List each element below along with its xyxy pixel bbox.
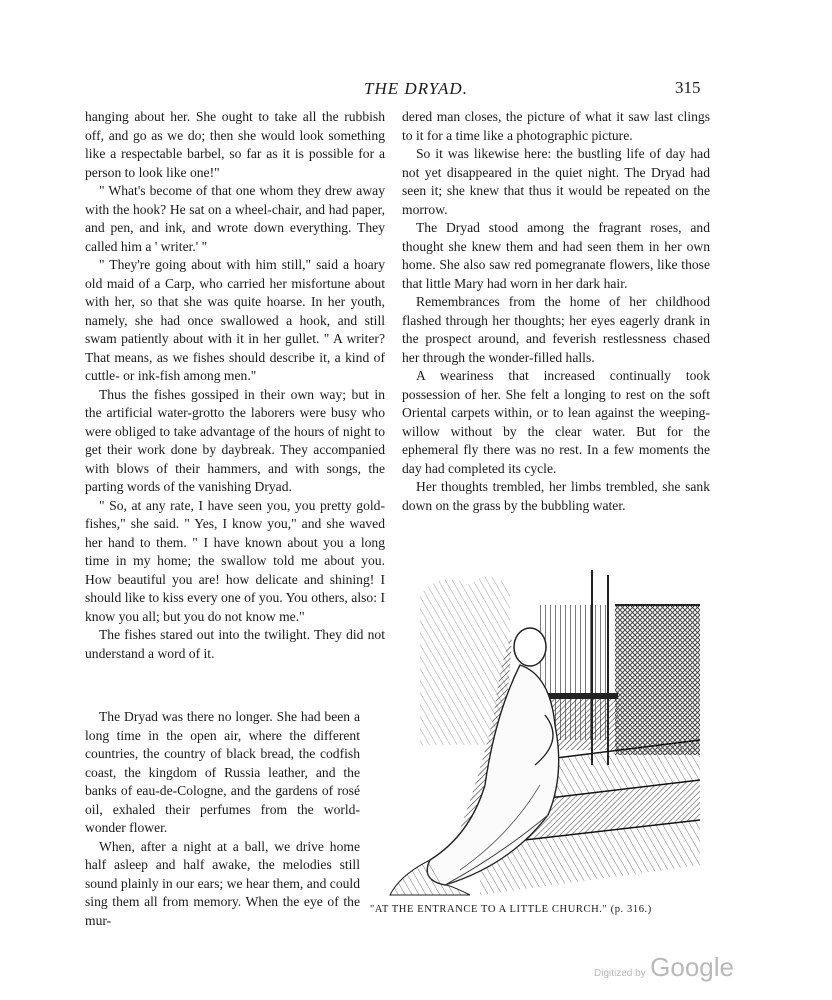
paragraph: A weariness that increased continually took possession of her. She felt a longing to rest on the soft Oriental carpets within, or to lean against the weeping-willow without by the clear water. But for the ephemeral fly there was no rest. In a few moments the day had completed its cycle. bbox=[402, 368, 710, 476]
engraving-illustration bbox=[360, 565, 710, 900]
figure-caption: "AT THE ENTRANCE TO A LITTLE CHURCH." (p. 316.) bbox=[370, 904, 652, 915]
paragraph: hanging about her. She ought to take all the rubbish off, and go as we do; then she would look something like a respectable barbel, so far as it is possible for a person to look like one!" bbox=[85, 109, 385, 180]
paragraph: When, after a night at a ball, we drive home half asleep and half awake, the melodies still sound plainly in our ears; we hear them, and could sing them all from memory. When the eye of the mur- bbox=[85, 838, 360, 928]
paragraph: So it was likewise here: the bustling life of day had not yet disappeared in the quiet night. The Dryad had seen it; she knew that thus it would be repeated on the morrow. bbox=[402, 146, 710, 217]
right-column bbox=[402, 108, 710, 515]
paragraph: Thus the fishes gossiped in their own way; but in the artificial water-grotto the laborers were busy who were obliged to take advantage of the hours of night to get their work done by daybreak. They accompanied with blows of their hammers, and with songs, the parting words of the vanishing Dryad. bbox=[85, 386, 385, 494]
digitized-watermark bbox=[594, 952, 734, 983]
running-title: THE DRYAD. bbox=[364, 79, 468, 98]
paragraph: " They're going about with him still," said a hoary old maid of a Carp, who carried her misfortune about with her, so that she was quite hoarse. In her youth, namely, she had once swallowed a hook, and still swam patiently about with it in her gullet. " A writer? That means, as we fishes should describe it, a kind of cuttle- or ink-fish among men." bbox=[85, 257, 385, 383]
left-column-lower bbox=[85, 708, 360, 930]
paragraph: " What's become of that one whom they drew away with the hook? He sat on a wheel-chair, and had paper, and pen, and ink, and wrote down everything. They called him a ' writer.' " bbox=[85, 183, 385, 254]
paragraph: Remembrances from the home of her childhood flashed through her thoughts; her eyes eagerly drank in the prospect around, and feverish restlessness chased her through the wonder-filled halls. bbox=[402, 294, 710, 365]
paragraph: The fishes stared out into the twilight. They did not understand a word of it. bbox=[85, 627, 385, 661]
paragraph: The Dryad stood among the fragrant roses, and thought she knew them and had seen them in her own home. She also saw red pomegranate flowers, like those that little Mary had worn in her dark hair. bbox=[402, 220, 710, 291]
paragraph: The Dryad was there no longer. She had been a long time in the open air, where the different countries, the country of black bread, the codfish coast, the kingdom of Russia leather, and the banks of eau-de-Cologne, and the gardens of rosé oil, exhaled their perfumes from the world-wonder flower. bbox=[85, 709, 360, 835]
watermark-prefix: Digitized by bbox=[594, 968, 646, 979]
paragraph: dered man closes, the picture of what it saw last clings to it for a time like a photographic picture. bbox=[402, 109, 710, 143]
google-logo: Google bbox=[650, 952, 734, 982]
paragraph: " So, at any rate, I have seen you, you pretty gold-fishes," she said. " Yes, I know you," and she waved her hand to them. " I have known about you a long time in my home; the swallow told me about you. How beautiful you are! how delicate and shining! I should like to kiss every one of you. You others, also: I know you all; but you do not know me." bbox=[85, 497, 385, 624]
page-number: 315 bbox=[675, 78, 701, 97]
paragraph: Her thoughts trembled, her limbs trembled, she sank down on the grass by the bubbling water. bbox=[402, 479, 710, 513]
left-column bbox=[85, 108, 385, 663]
